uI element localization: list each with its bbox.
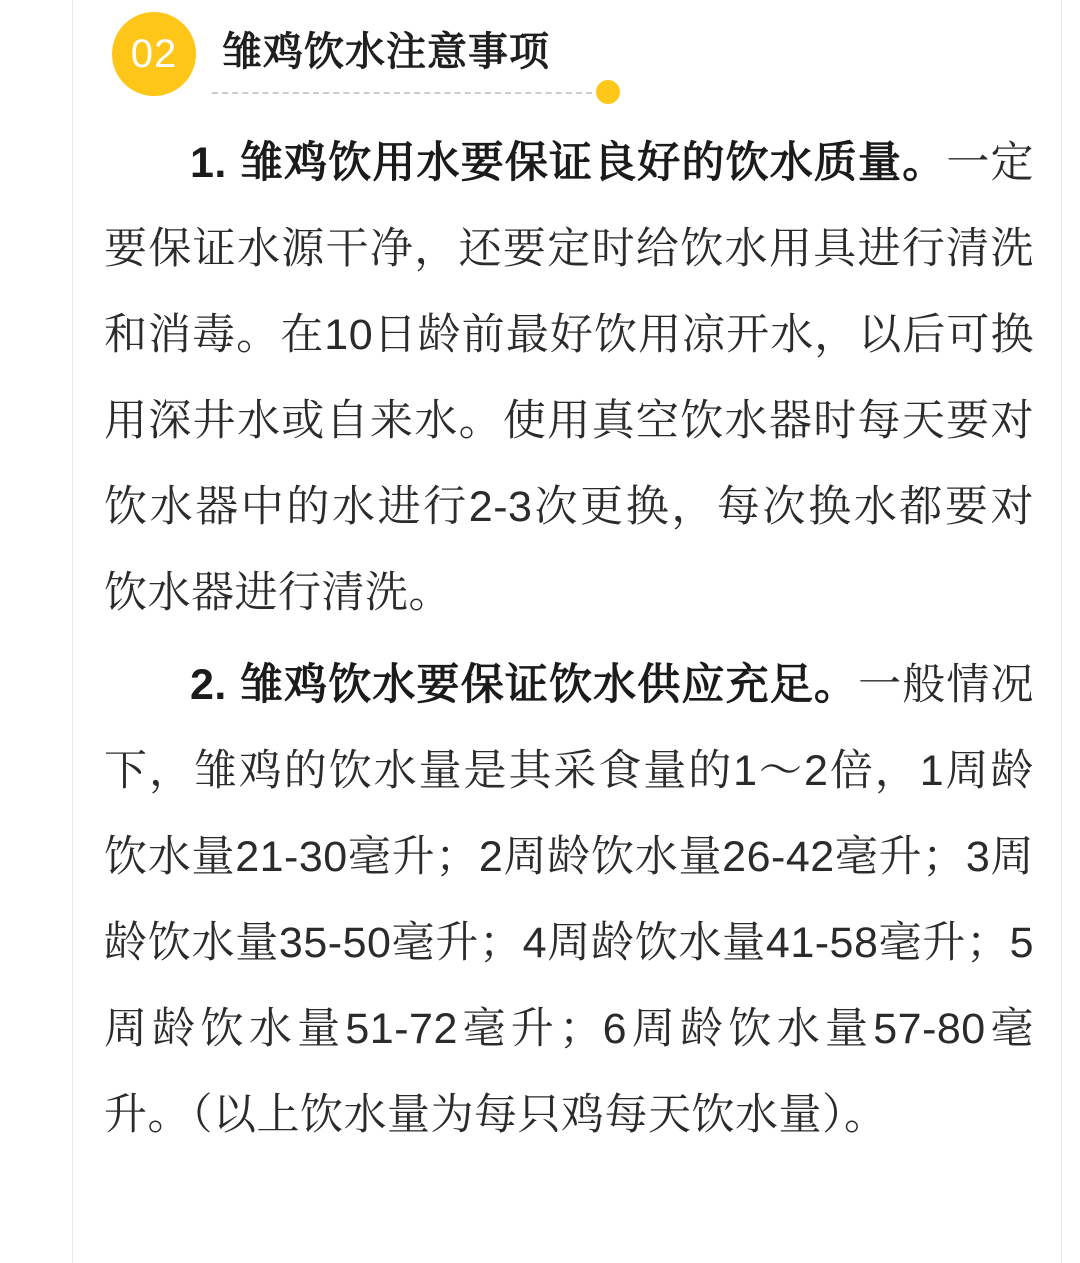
divider-dashed-line: [212, 92, 592, 94]
section-title: 雏鸡饮水注意事项: [222, 30, 550, 74]
paragraph-1-text: 一定要保证水源干净，还要定时给饮水用具进行清洗和消毒。在10日龄前最好饮用凉开水，以后可换用深井水或自来水。使用真空饮水器时每天要对饮水器中的水进行2-3次更换，每次换水都要对饮水器进行清洗。: [104, 139, 1035, 617]
divider-end-dot-icon: [596, 80, 620, 104]
paragraph-2: [104, 642, 1034, 1158]
paragraph-1-lead: 1. 雏鸡饮用水要保证良好的饮水质量。: [190, 139, 947, 187]
paragraph-1: [104, 120, 1034, 636]
article-body: [104, 120, 1034, 1158]
paragraph-2-lead: 2. 雏鸡饮水要保证饮水供应充足。: [190, 661, 859, 709]
section-number-badge: 02: [112, 12, 196, 96]
section-header: [0, 0, 1080, 120]
paragraph-2-text: 一般情况下，雏鸡的饮水量是其采食量的1～2倍，1周龄饮水量21-30毫升；2周龄饮水量26-42毫升；3周龄饮水量35-50毫升；4周龄饮水量41-58毫升；5周龄饮水量51-72毫升；6周龄饮水量57-80毫升。（以上饮水量为每只鸡每天饮水量）。: [104, 661, 1035, 1139]
